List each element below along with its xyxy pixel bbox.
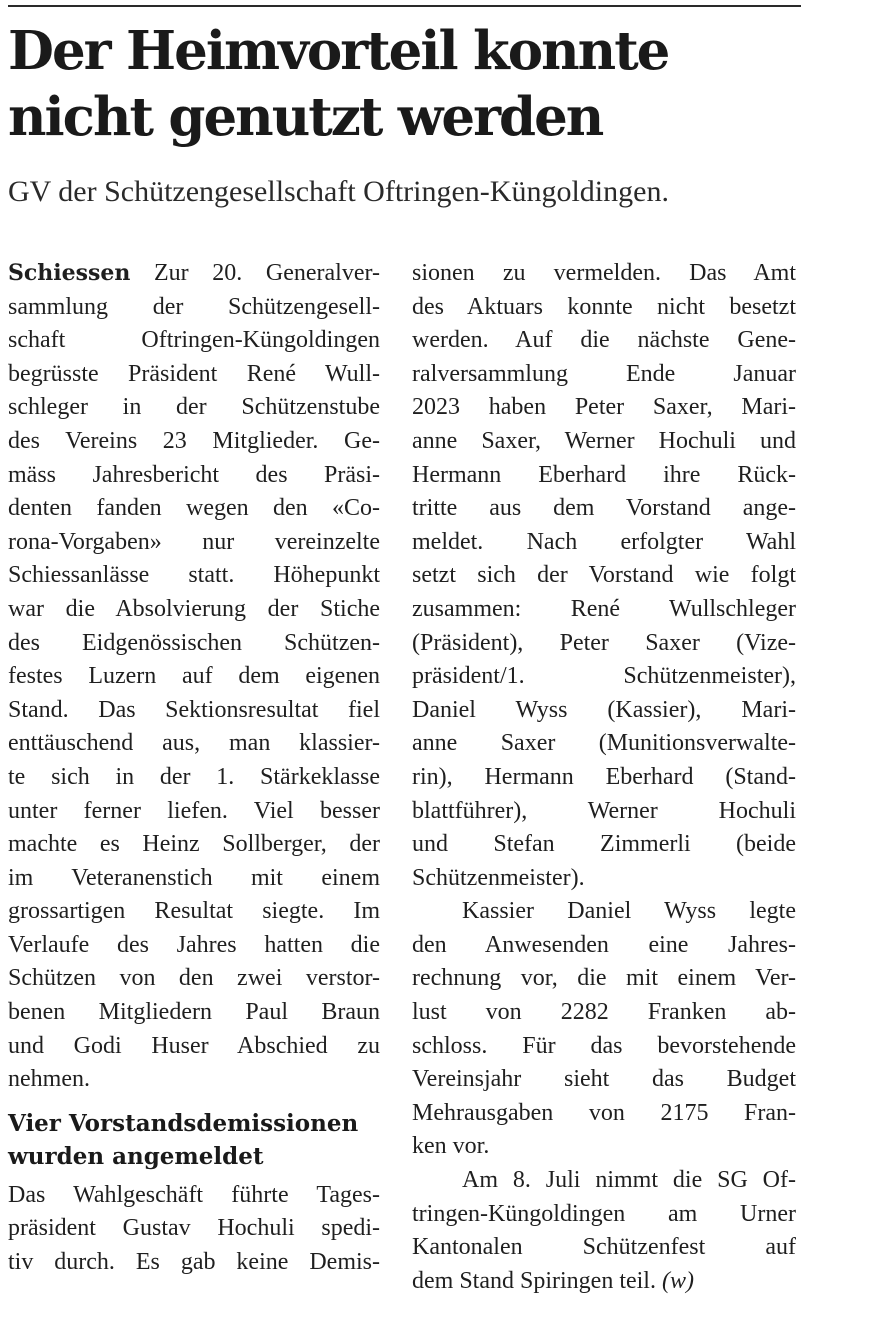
body-line: Verlaufe des Jahres hatten die (8, 931, 380, 958)
body-line: im Veteranenstich mit einem (8, 864, 380, 891)
right-column (412, 257, 796, 1298)
body-line: rechnung vor, die mit einem Ver- (412, 965, 796, 992)
body-line: Mehrausgaben von 2175 Fran- (412, 1099, 796, 1126)
lead-line-rest: Zur 20. Generalver- (154, 260, 380, 286)
last-line-text: dem Stand Spiringen teil. (412, 1267, 656, 1294)
body-line: Daniel Wyss (Kassier), Mari- (412, 696, 796, 723)
headline-line: Der Heimvorteil konnte (8, 20, 669, 82)
lead-word: Schiessen (8, 260, 131, 286)
body-line: tringen-Küngoldingen am Urner (412, 1200, 796, 1227)
body-line: Schützenmeister). (412, 864, 585, 891)
body-line: ralversammlung Ende Januar (412, 360, 796, 387)
left-after-subhead-lines (8, 1179, 380, 1280)
body-line: Das Wahlgeschäft führte Tages- (8, 1181, 380, 1208)
section-subhead (8, 1107, 380, 1173)
body-line: setzt sich der Vorstand wie folgt (412, 562, 796, 589)
body-line: Am 8. Juli nimmt die SG Of- (462, 1167, 796, 1194)
body-line: begrüsste Präsident René Wull- (8, 360, 380, 387)
body-line: blattführer), Werner Hochuli (412, 797, 796, 824)
body-line: war die Absolvierung der Stiche (8, 595, 380, 622)
body-line: lust von 2282 Franken ab- (412, 999, 796, 1026)
body-line: denten fanden wegen den «Co- (8, 495, 380, 522)
body-line: festes Luzern auf dem eigenen (8, 663, 380, 690)
body-line: schaft Oftringen-Küngoldingen (8, 327, 380, 354)
body-line: präsident/1. Schützenmeister), (412, 663, 796, 690)
body-line: nehmen. (8, 1066, 90, 1093)
body-line: unter ferner liefen. Viel besser (8, 797, 380, 824)
body-line: sionen zu vermelden. Das Amt (412, 260, 796, 286)
body-line: sammlung der Schützengesell- (8, 293, 380, 320)
body-line: machte es Heinz Sollberger, der (8, 831, 380, 858)
body-line: und Godi Huser Abschied zu (8, 1032, 380, 1059)
left-column (8, 257, 380, 1280)
body-line: Schiessanlässe statt. Höhepunkt (8, 562, 380, 589)
subhead-line: wurden angemeldet (8, 1142, 264, 1170)
body-line: des Eidgenössischen Schützen- (8, 629, 380, 656)
body-line: anne Saxer (Munitionsverwalte- (412, 730, 796, 757)
body-line: (Präsident), Peter Saxer (Vize- (412, 629, 796, 656)
body-line (8, 257, 380, 291)
paragraph (412, 895, 796, 1164)
body-line: Vereinsjahr sieht das Budget (412, 1066, 796, 1093)
paragraph (412, 257, 796, 895)
headline-line: nicht genutzt werden (8, 86, 603, 148)
body-line: und Stefan Zimmerli (beide (412, 831, 796, 858)
author-signoff: (w) (661, 1267, 694, 1294)
body-line: ken vor. (412, 1133, 490, 1160)
body-line: zusammen: René Wullschleger (412, 595, 796, 622)
headline (8, 18, 808, 150)
body-line: grossartigen Resultat siegte. Im (8, 898, 380, 925)
top-rule (8, 5, 801, 7)
body-line: den Anwesenden eine Jahres- (412, 931, 796, 958)
body-line: werden. Auf die nächste Gene- (412, 327, 796, 354)
body-line: te sich in der 1. Stärkeklasse (8, 763, 380, 790)
body-line: meldet. Nach erfolgter Wahl (412, 528, 796, 555)
subtitle: GV der Schützengesellschaft Oftringen-Küngoldingen. (8, 175, 669, 208)
body-line: Kassier Daniel Wyss legte (462, 898, 796, 925)
subhead-line: Vier Vorstandsdemissionen (8, 1109, 359, 1137)
body-line: mäss Jahresbericht des Präsi- (8, 461, 380, 488)
body-line: anne Saxer, Werner Hochuli und (412, 427, 796, 454)
left-body-lines (8, 291, 380, 1097)
body-line: Stand. Das Sektionsresultat fiel (8, 696, 380, 723)
body-line: enttäuschend aus, man klassier- (8, 730, 380, 757)
body-line: schleger in der Schützenstube (8, 394, 380, 421)
body-line: benen Mitgliedern Paul Braun (8, 999, 380, 1026)
body-line: des Aktuars konnte nicht besetzt (412, 293, 796, 320)
body-line: Hermann Eberhard ihre Rück- (412, 461, 796, 488)
body-line: tiv durch. Es gab keine Demis- (8, 1249, 380, 1276)
body-line: präsident Gustav Hochuli spedi- (8, 1215, 380, 1242)
body-line: Schützen von den zwei verstor- (8, 965, 380, 992)
body-line (412, 1265, 796, 1299)
body-line: rin), Hermann Eberhard (Stand- (412, 763, 796, 790)
body-line: tritte aus dem Vorstand ange- (412, 495, 796, 522)
body-line: des Vereins 23 Mitglieder. Ge- (8, 427, 380, 454)
paragraph (412, 1164, 796, 1265)
body-line: 2023 haben Peter Saxer, Mari- (412, 394, 796, 421)
body-line: rona-Vorgaben» nur vereinzelte (8, 528, 380, 555)
body-line: Kantonalen Schützenfest auf (412, 1234, 796, 1261)
body-line: schloss. Für das bevorstehende (412, 1032, 796, 1059)
